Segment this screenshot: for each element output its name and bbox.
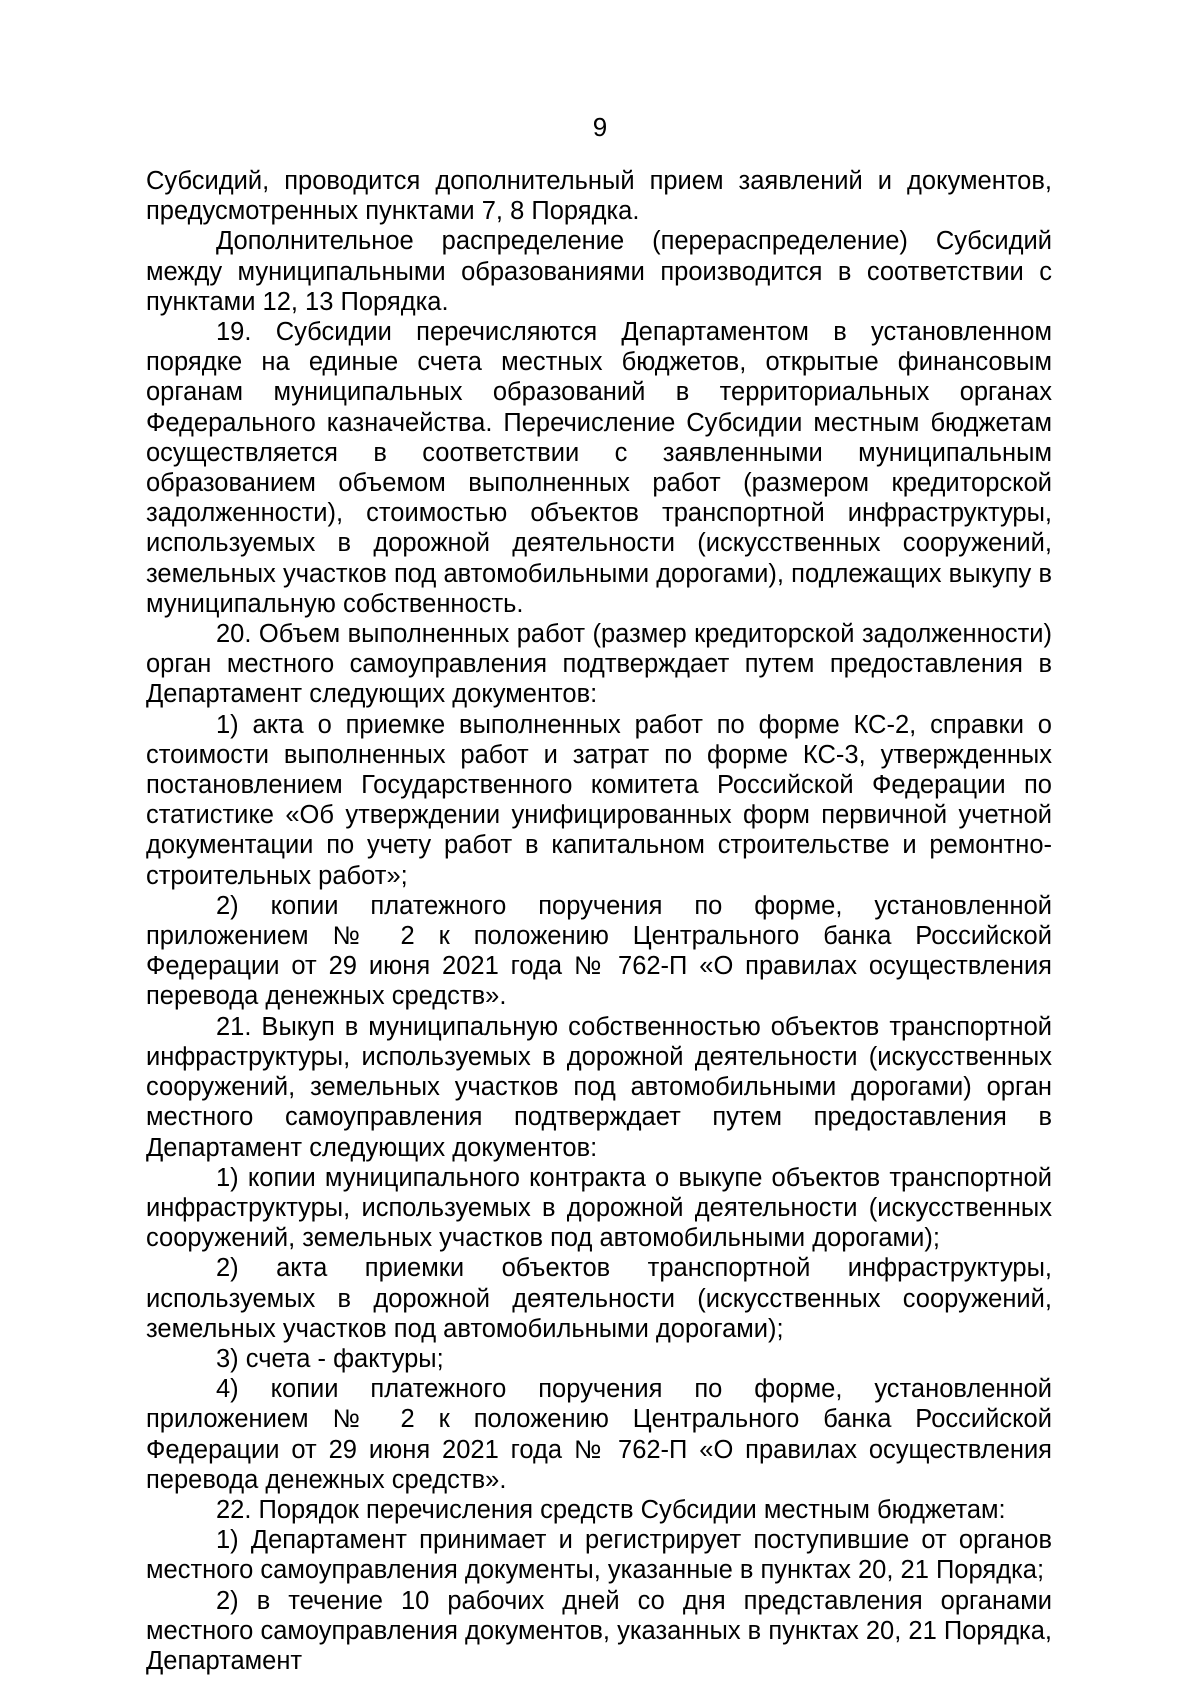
paragraph-item-20: 20. Объем выполненных работ (размер кредиторской задолженности) орган местного самоуправления подтверждает путем предоставления в Департамент следующих документов: (146, 620, 1052, 709)
paragraph-item-20-2: 2) копии платежного поручения по форме, установленной приложением № 2 к положению Центрального банка Российской Федерации от 29 июня 2021 года № 762-П «О правилах осуществления перевода денежных средств». (146, 891, 1052, 1011)
paragraph-item-21-1: 1) копии муниципального контракта о выкупе объектов транспортной инфраструктуры, используемых в дорожной деятельности (искусственных сооружений, земельных участков под автомобильными дорогами); (146, 1163, 1052, 1253)
paragraph-continuation: Субсидий, проводится дополнительный прием заявлений и документов, предусмотренных пунктами 7, 8 Порядка. (146, 167, 1052, 226)
paragraph-item-21-3: 3) счета - фактуры; (216, 1344, 444, 1373)
document-body (146, 166, 1052, 1676)
paragraph-item-20-1: 1) акта о приемке выполненных работ по форме КС-2, справки о стоимости выполненных работ и затрат по форме КС-3, утвержденных постановлением Государственного комитета Российской Федерации по статистике «Об утверждении унифицированных форм первичной учетной документации по учету работ в капитальном строительстве и ремонтно-строительных работ»; (146, 710, 1052, 890)
paragraph-item-21: 21. Выкуп в муниципальную собственностью объектов транспортной инфраструктуры, используемых в дорожной деятельности (искусственных сооружений, земельных участков под автомобильными дорогами) орган местного самоуправления подтверждает путем предоставления в Департамент следующих документов: (146, 1012, 1052, 1162)
paragraph-item-19: 19. Субсидии перечисляются Департаментом в установленном порядке на единые счета местных бюджетов, открытые финансовым органам муниципальных образований в территориальных органах Федерального казначейства. Перечисление Субсидии местным бюджетам осуществляется в соответствии с заявленными муниципальным образованием объемом выполненных работ (размером кредиторской задолженности), стоимостью объектов транспортной инфраструктуры, используемых в дорожной деятельности (искусственных сооружений, земельных участков под автомобильными дорогами), подлежащих выкупу в муниципальную собственность. (146, 318, 1052, 618)
paragraph-redistribution: Дополнительное распределение (перераспределение) Субсидий между муниципальными образованиями производится в соответствии с пунктами 12, 13 Порядка. (146, 227, 1052, 316)
paragraph-item-21-2: 2) акта приемки объектов транспортной инфраструктуры, используемых в дорожной деятельности (искусственных сооружений, земельных участков под автомобильными дорогами); (146, 1254, 1052, 1343)
page-number: 9 (592, 112, 608, 142)
paragraph-item-21-4: 4) копии платежного поручения по форме, установленной приложением № 2 к положению Центрального банка Российской Федерации от 29 июня 2021 года № 762-П «О правилах осуществления перевода денежных средств». (146, 1375, 1052, 1494)
paragraph-item-22-1: 1) Департамент принимает и регистрирует поступившие от органов местного самоуправления документы, указанные в пунктах 20, 21 Порядка; (146, 1526, 1052, 1585)
paragraph-item-22: 22. Порядок перечисления средств Субсидии местным бюджетам: (216, 1495, 1006, 1524)
paragraph-item-22-2: 2) в течение 10 рабочих дней со дня представления органами местного самоуправления документов, указанных в пунктах 20, 21 Порядка, Департамент (146, 1586, 1052, 1675)
